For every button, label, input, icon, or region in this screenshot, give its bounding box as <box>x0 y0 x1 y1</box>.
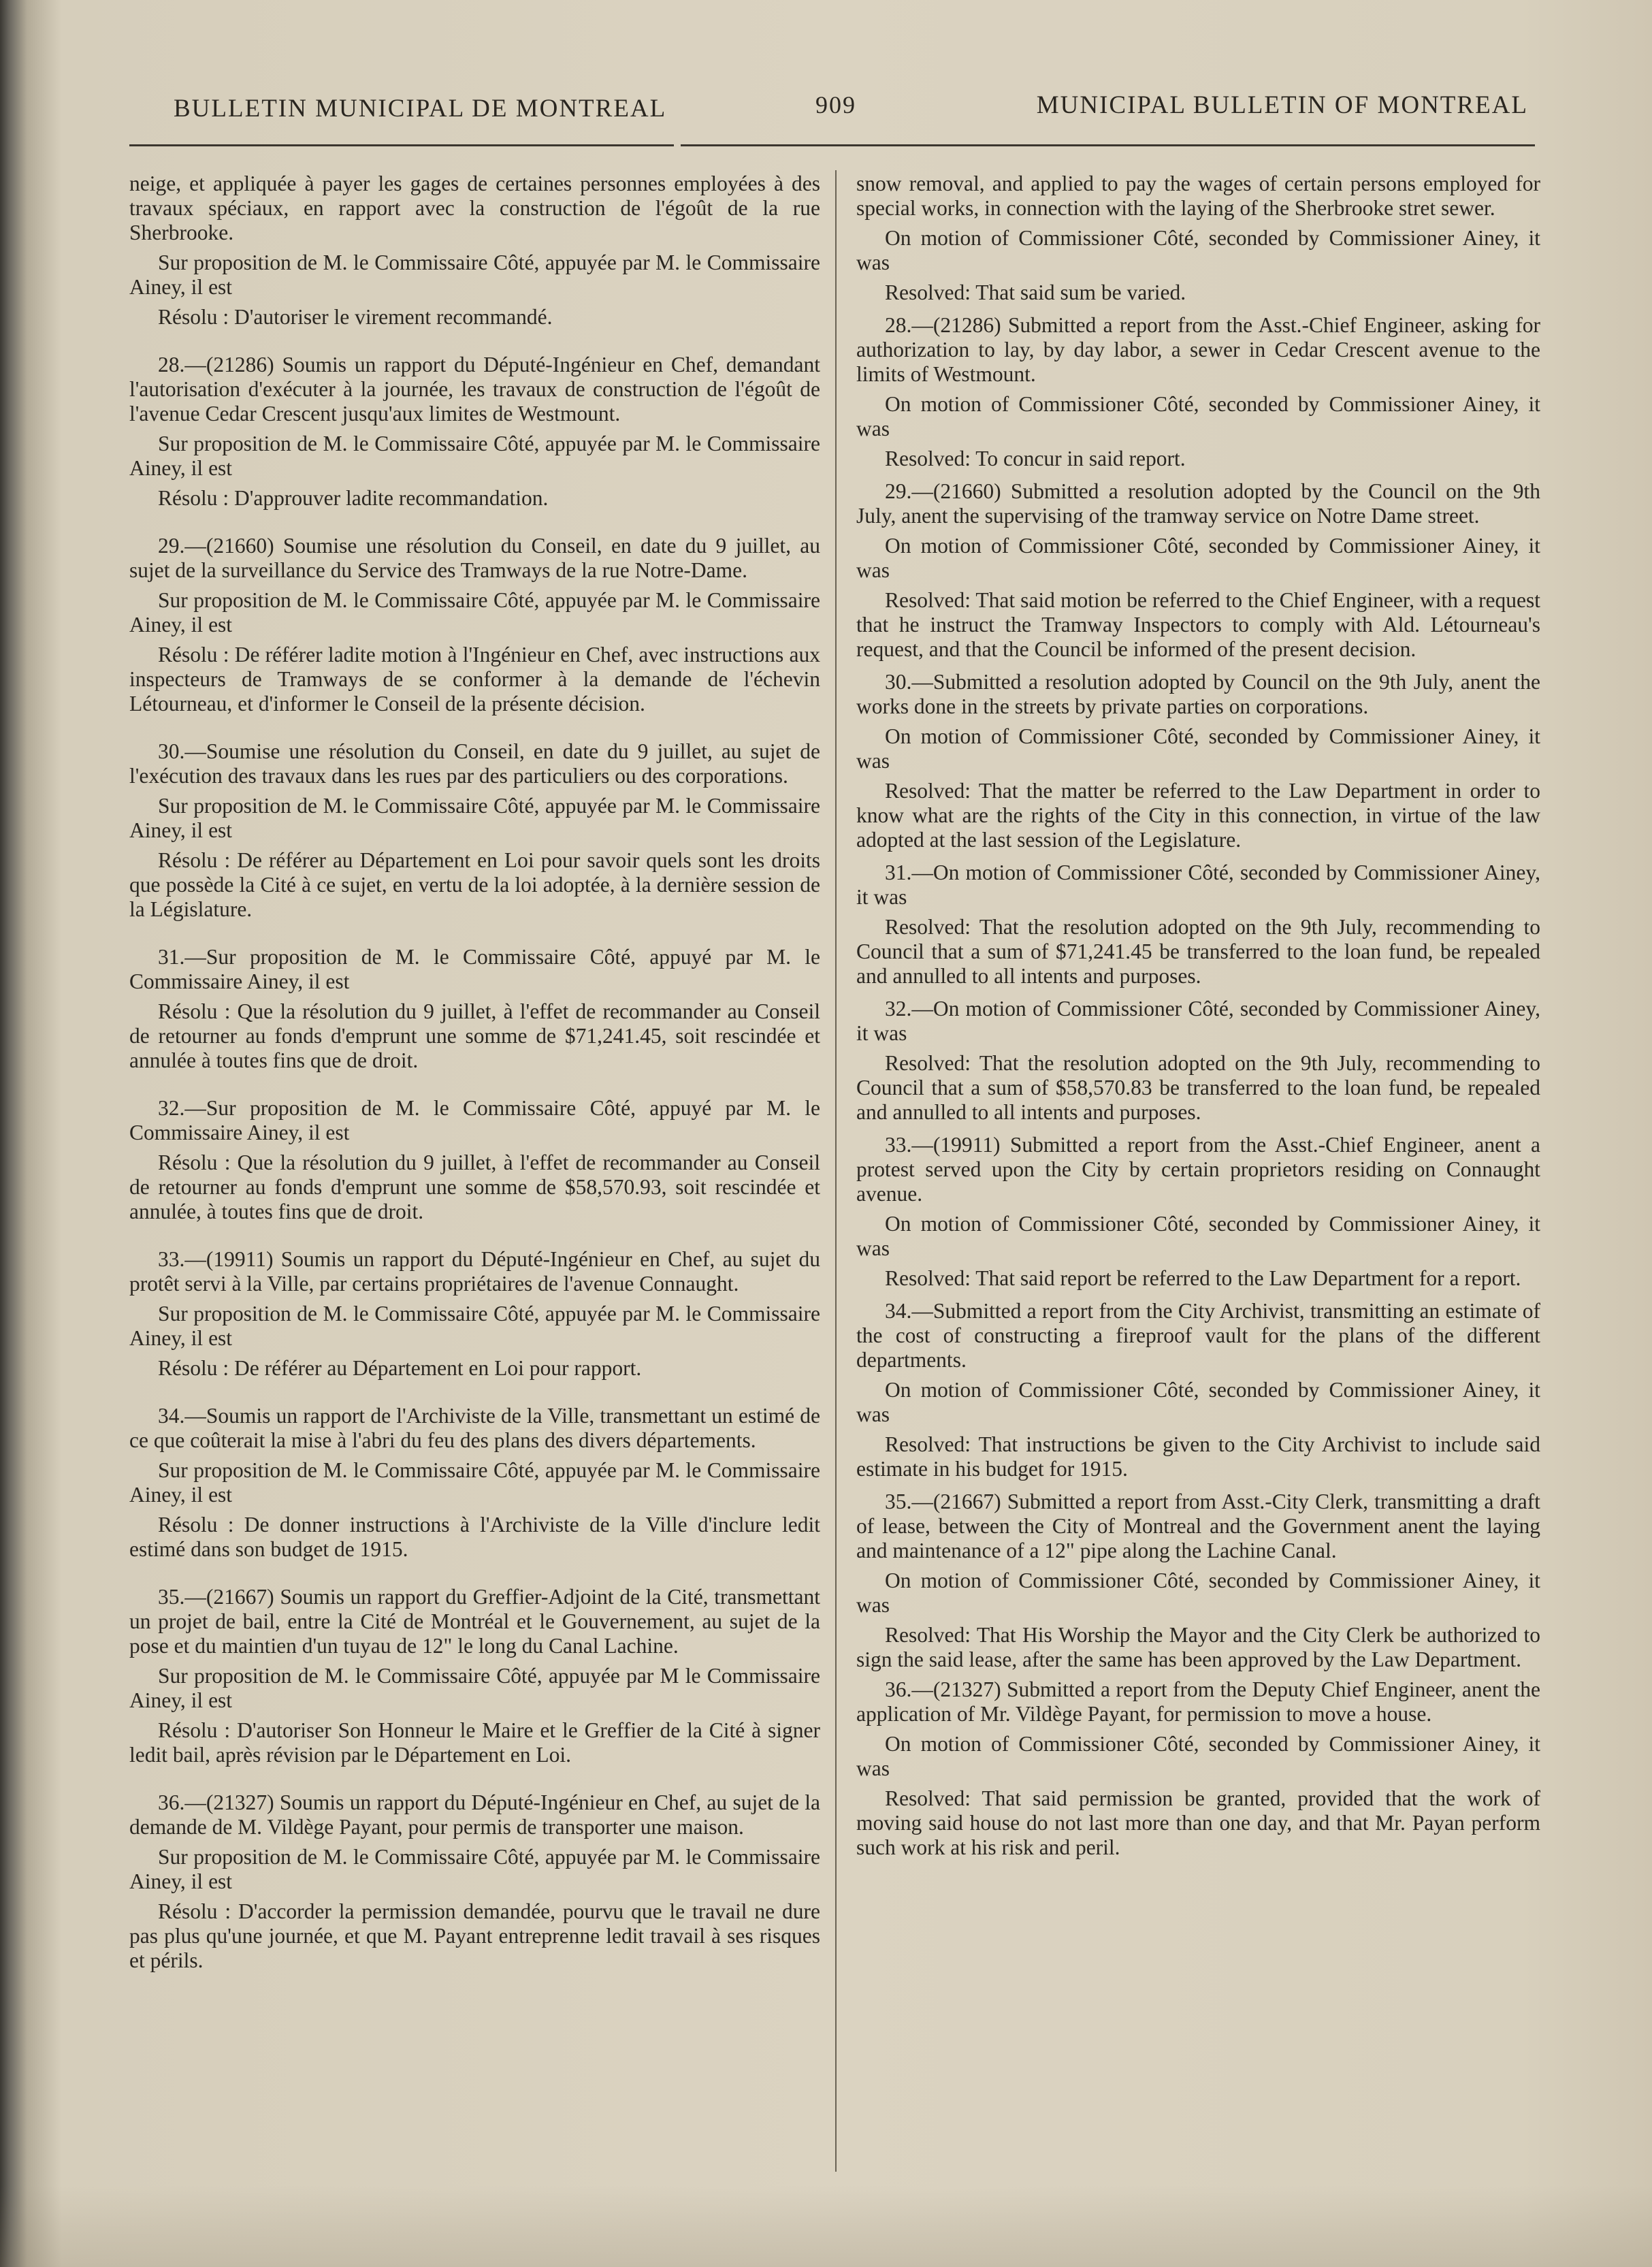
paragraph: Sur proposition de M. le Commissaire Côté, appuyée par M. le Commissaire Ainey, il est <box>129 251 820 299</box>
agenda-item-34: 34.—Soumis un rapport de l'Archiviste de la Ville, transmettant un estimé de ce que coûterait la mise à l'abri du feu des plans des divers départements. <box>129 1404 820 1452</box>
header-title-english: MUNICIPAL BULLETIN OF MONTREAL <box>1036 91 1528 119</box>
agenda-item-29: 29.—(21660) Soumise une résolution du Conseil, en date du 9 juillet, au sujet de la surveillance du Service des Tramways de la rue Notre-Dame. <box>129 534 820 582</box>
agenda-item-31: 31.—Sur proposition de M. le Commissaire Côté, appuyé par M. le Commissaire Ainey, il est <box>129 945 820 993</box>
paragraph: Résolu : De référer au Département en Loi pour rapport. <box>158 1356 642 1380</box>
paragraph: Sur proposition de M. le Commissaire Côté, appuyée par M. le Commissaire Ainey, il est <box>129 588 820 637</box>
paragraph: On motion of Commissioner Côté, seconded by Commissioner Ainey, it was <box>856 1378 1540 1426</box>
paragraph: On motion of Commissioner Côté, seconded by Commissioner Ainey, it was <box>856 1212 1540 1260</box>
paragraph: Sur proposition de M. le Commissaire Côté, appuyée par M. le Commissaire Ainey, il est <box>129 1845 820 1893</box>
paper-shading <box>0 2185 1652 2267</box>
paragraph: On motion of Commissioner Côté, seconded by Commissioner Ainey, it was <box>856 534 1540 582</box>
paragraph: Résolu : De donner instructions à l'Archiviste de la Ville d'inclure ledit estimé dans son budget de 1915. <box>129 1513 820 1561</box>
paragraph: Resolved: That instructions be given to the City Archivist to include said estimate in his budget for 1915. <box>856 1432 1540 1481</box>
paragraph: snow removal, and applied to pay the wages of certain persons employed for special works, in connection with the laying of the Sherbrooke stret sewer. <box>856 172 1540 220</box>
french-column <box>129 172 820 1978</box>
paragraph: Résolu : D'autoriser le virement recommandé. <box>158 305 553 329</box>
paragraph: On motion of Commissioner Côté, seconded by Commissioner Ainey, it was <box>856 1732 1540 1780</box>
agenda-item-36: 36.—(21327) Soumis un rapport du Député-Ingénieur en Chef, au sujet de la demande de M. Vildège Payant, pour permis de transporter une maison. <box>129 1790 820 1839</box>
paragraph: Resolved: That the matter be referred to the Law Department in order to know what are the rights of the City in this connection, in virtue of the law adopted at the last session of the Legislature. <box>856 779 1540 852</box>
paragraph: Resolved: To concur in said report. <box>885 447 1186 470</box>
paragraph: Resolved: That said motion be referred to the Chief Engineer, with a request that he instruct the Tramway Inspectors to comply with Ald. Létourneau's request, and that the Council be informed of the present decision. <box>856 588 1540 661</box>
agenda-item-30: 30.—Submitted a resolution adopted by Council on the 9th July, anent the works done in the streets by private parties on corporations. <box>856 670 1540 718</box>
agenda-item-35: 35.—(21667) Soumis un rapport du Greffier-Adjoint de la Cité, transmettant un projet de bail, entre la Cité de Montréal et le Gouvernement, au sujet de la pose et du maintien d'un tuyau de 12" le long du Canal Lachine. <box>129 1585 820 1658</box>
agenda-item-32: 32.—On motion of Commissioner Côté, seconded by Commissioner Ainey, it was <box>856 997 1540 1045</box>
paragraph: Résolu : D'approuver ladite recommandation. <box>158 486 549 510</box>
agenda-item-34: 34.—Submitted a report from the City Archivist, transmitting an estimate of the cost of constructing a fireproof vault for the plans of the different departments. <box>856 1299 1540 1372</box>
paragraph: Resolved: That His Worship the Mayor and the City Clerk be authorized to sign the said lease, after the same has been approved by the Law Department. <box>856 1623 1540 1671</box>
agenda-item-32: 32.—Sur proposition de M. le Commissaire Côté, appuyé par M. le Commissaire Ainey, il est <box>129 1096 820 1144</box>
paragraph: Résolu : Que la résolution du 9 juillet, à l'effet de recommander au Conseil de retourner au fonds d'emprunt une somme de $58,570.93, soit rescindée et annulée, à toutes fins que de droit. <box>129 1151 820 1223</box>
agenda-item-28: 28.—(21286) Submitted a report from the Asst.-Chief Engineer, asking for authorization to lay, by day labor, a sewer in Cedar Crescent avenue to the limits of Westmount. <box>856 313 1540 386</box>
paragraph: Sur proposition de M. le Commissaire Côté, appuyée par M. le Commissaire Ainey, il est <box>129 1458 820 1507</box>
paragraph: Résolu : Que la résolution du 9 juillet, à l'effet de recommander au Conseil de retourner au fonds d'emprunt une somme de $71,241.45, soit rescindée et annulée à toutes fins que de droit. <box>129 999 820 1072</box>
page-number: 909 <box>815 91 856 118</box>
paragraph: Resolved: That the resolution adopted on the 9th July, recommending to Council that a sum of $71,241.45 be transferred to the loan fund, be repealed and annulled to all intents and purposes. <box>856 915 1540 988</box>
agenda-item-29: 29.—(21660) Submitted a resolution adopted by the Council on the 9th July, anent the supervising of the tramway service on Notre Dame street. <box>856 479 1540 528</box>
agenda-item-33: 33.—(19911) Soumis un rapport du Député-Ingénieur en Chef, au sujet du protêt servi à la Ville, par certains propriétaires de l'avenue Connaught. <box>129 1247 820 1296</box>
english-column <box>856 172 1540 1865</box>
agenda-item-30: 30.—Soumise une résolution du Conseil, en date du 9 juillet, au sujet de l'exécution des travaux dans les rues par des particuliers ou des corporations. <box>129 739 820 788</box>
paragraph: Résolu : D'autoriser Son Honneur le Maire et le Greffier de la Cité à signer ledit bail, après révision par le Département en Loi. <box>129 1718 820 1767</box>
paragraph: Resolved: That said permission be granted, provided that the work of moving said house do not last more than one day, and that Mr. Payan perform such work at his risk and peril. <box>856 1786 1540 1859</box>
paragraph: Résolu : D'accorder la permission demandée, pourvu que le travail ne dure pas plus qu'une journée, et que M. Payant entreprenne ledit travail à ses risques et périls. <box>129 1899 820 1972</box>
paragraph: Resolved: That said sum be varied. <box>885 280 1186 304</box>
page-header <box>129 87 1532 128</box>
agenda-item-33: 33.—(19911) Submitted a report from the Asst.-Chief Engineer, anent a protest served upon the City by certain proprietors residing on Connaught avenue. <box>856 1133 1540 1206</box>
paragraph: neige, et appliquée à payer les gages de certaines personnes employées à des travaux spéciaux, en rapport avec la construction de l'égoût de la rue Sherbrooke. <box>129 172 820 244</box>
paragraph: Sur proposition de M. le Commissaire Côté, appuyée par M. le Commissaire Ainey, il est <box>129 794 820 842</box>
paragraph: Résolu : De référer ladite motion à l'Ingénieur en Chef, avec instructions aux inspecteurs de Tramways de se conformer à la demande de l'échevin Létourneau, et d'informer le Conseil de la présente décision. <box>129 643 820 716</box>
paragraph: Resolved: That the resolution adopted on the 9th July, recommending to Council that a sum of $58,570.83 be transferred to the loan fund, be repealed and annulled to all intents and purposes. <box>856 1051 1540 1124</box>
paragraph: Sur proposition de M. le Commissaire Côté, appuyée par M. le Commissaire Ainey, il est <box>129 432 820 480</box>
agenda-item-31: 31.—On motion of Commissioner Côté, seconded by Commissioner Ainey, it was <box>856 861 1540 909</box>
header-title-french: BULLETIN MUNICIPAL DE MONTREAL <box>174 95 667 123</box>
paragraph: Résolu : De référer au Département en Loi pour savoir quels sont les droits que possède la Cité à ce sujet, en vertu de la loi adoptée, à la dernière session de la Législature. <box>129 848 820 921</box>
paragraph: On motion of Commissioner Côté, seconded by Commissioner Ainey, it was <box>856 1569 1540 1617</box>
paragraph: On motion of Commissioner Côté, seconded by Commissioner Ainey, it was <box>856 226 1540 274</box>
header-rule-right <box>681 144 1535 146</box>
agenda-item-28: 28.—(21286) Soumis un rapport du Député-Ingénieur en Chef, demandant l'autorisation d'exécuter à la journée, les travaux de construction de l'égoût de l'avenue Cedar Crescent jusqu'aux limites de Westmount. <box>129 353 820 425</box>
header-rule-left <box>129 144 674 146</box>
paragraph: On motion of Commissioner Côté, seconded by Commissioner Ainey, it was <box>856 392 1540 440</box>
paragraph: On motion of Commissioner Côté, seconded by Commissioner Ainey, it was <box>856 724 1540 773</box>
column-divider <box>835 170 837 2172</box>
paragraph: Sur proposition de M. le Commissaire Côté, appuyée par M le Commissaire Ainey, il est <box>129 1664 820 1712</box>
agenda-item-35: 35.—(21667) Submitted a report from Asst.-City Clerk, transmitting a draft of lease, between the City of Montreal and the Government anent the laying and maintenance of a 12" pipe along the Lachine Canal. <box>856 1490 1540 1562</box>
agenda-item-36: 36.—(21327) Submitted a report from the Deputy Chief Engineer, anent the application of Mr. Vildège Payant, for permission to move a house. <box>856 1677 1540 1726</box>
paragraph: Resolved: That said report be referred to the Law Department for a report. <box>885 1266 1521 1290</box>
paragraph: Sur proposition de M. le Commissaire Côté, appuyée par M. le Commissaire Ainey, il est <box>129 1302 820 1350</box>
